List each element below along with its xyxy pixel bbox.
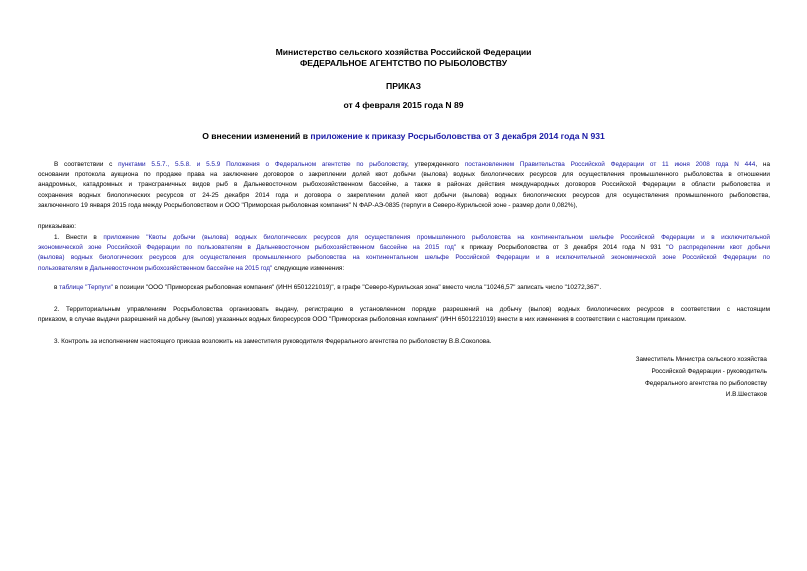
item-2-line: приказом, в случае выдачи разрешений на добычу (вылов) указанных водных биоресурсов ООО "Приморская рыболовная компания" (ИНН 6501221019) внести в них изменения в соответствии с настоящим приказом. bbox=[38, 316, 687, 324]
doc-date-number: от 4 февраля 2015 года N 89 bbox=[343, 100, 464, 110]
order-931-link[interactable]: О распределении квот добычи bbox=[668, 244, 770, 252]
item-1-line bbox=[38, 253, 770, 263]
preamble-paragraph bbox=[38, 160, 770, 211]
table-terpugi-link[interactable]: таблице "Терпуги" bbox=[59, 284, 113, 291]
preamble-line: основании протокола аукциона по продаже права на заключение договоров о закреплении долей квот добычи (вылова) водных биологических ресурсов для осуществления промышленного рыболовства в отношении bbox=[38, 171, 770, 179]
doc-title bbox=[0, 131, 807, 141]
title-link[interactable]: приложение к приказу Росрыболовства от 3 декабря 2014 года N 931 bbox=[310, 131, 605, 141]
government-decree-link[interactable]: постановлением Правительства Российской Федерации от 11 июня 2008 года N 444 bbox=[464, 161, 756, 168]
preamble-line bbox=[38, 160, 770, 170]
order-931-link[interactable]: (вылова) водных биологических ресурсов для осуществления промышленного рыболовства на континентальном шельфе Российской Федерации и в исключительной экономической зоне Российской Федерации по bbox=[38, 254, 770, 262]
item-1-text: следующие изменения: bbox=[272, 264, 345, 272]
doc-type: ПРИКАЗ bbox=[386, 81, 421, 91]
signatory-name: И.В.Шестаков bbox=[725, 391, 767, 399]
item-1-line bbox=[38, 243, 770, 253]
signature-line: Заместитель Министра сельского хозяйства bbox=[635, 356, 767, 363]
appendix-link[interactable]: приложение "Квоты добычи (вылова) водных биологических ресурсов для осуществления промышленного рыболовства на континентальном шельфе Российской Федерации и в исключительной bbox=[103, 234, 770, 241]
item-1-paragraph bbox=[38, 233, 770, 274]
item-2-line: 2. Территориальным управлениям Росрыболовства организовать выдачу, регистрацию в установленном порядке разрешений на добычу (вылов) водных биологических ресурсов в соответствии с настоящим bbox=[54, 306, 770, 313]
item-1-line bbox=[38, 233, 770, 243]
item-1-line bbox=[38, 264, 770, 274]
change-line bbox=[54, 283, 601, 293]
change-text: в позиции "ООО "Приморская рыболовная компания" (ИНН 6501221019)", в графе "Северо-Курильская зона" вместо числа "10246,57" записать число "10272,367". bbox=[112, 284, 602, 291]
signature-block bbox=[547, 354, 767, 401]
item-2-paragraph bbox=[38, 305, 770, 325]
change-text: в bbox=[54, 284, 60, 291]
preamble-line: заключенного 19 января 2015 года между Росрыболовством и ООО "Приморская рыболовная компания" N ФАР-АЭ-0835 (терпуги в Северо-Курильской зоне - размер доли 0,082%), bbox=[38, 201, 578, 209]
preamble-text: , утвержденного bbox=[407, 161, 465, 168]
preamble-line: сохранения водных биологических ресурсов от 24-25 декабря 2014 года и договора о закреплении долей квот добычи (вылова) водных биологических ресурсов для осуществления промышленного рыболовства, bbox=[38, 191, 770, 199]
signature-line: Федерального агентства по рыболовству bbox=[644, 379, 767, 387]
title-prefix: О внесении изменений в bbox=[202, 131, 311, 141]
preamble-text: В соответствии с bbox=[54, 161, 119, 168]
item-1-text: к приказу Росрыболовства от 3 декабря 2014 года N 931 " bbox=[456, 244, 669, 252]
agency-name: ФЕДЕРАЛЬНОЕ АГЕНТСТВО ПО РЫБОЛОВСТВУ bbox=[299, 58, 508, 68]
preamble-line: анадромных, катадромных и трансграничных видов рыб в Дальневосточном рыбохозяйственном бассейне, а также в районах действия международных договоров Российской Федерации в области рыболовства и bbox=[38, 181, 770, 189]
preamble-text: , на bbox=[755, 161, 771, 168]
order-word: приказываю: bbox=[38, 223, 76, 230]
signature-line: Российской Федерации - руководитель bbox=[651, 367, 767, 375]
ministry-name: Министерство сельского хозяйства Российской Федерации bbox=[275, 47, 532, 57]
order-931-link[interactable]: пользователям в Дальневосточном рыбохозяйственном бассейне на 2015 год" bbox=[38, 264, 273, 272]
item-3: 3. Контроль за исполнением настоящего приказа возложить на заместителя руководителя Федерального агентства по рыболовству В.В.Соколова. bbox=[54, 338, 492, 345]
regulation-link[interactable]: пунктами 5.5.7., 5.5.8. и 5.5.9 Положения о Федеральном агентстве по рыболовству bbox=[118, 161, 407, 168]
appendix-link[interactable]: экономической зоне Российской Федерации по пользователям в Дальневосточном рыбохозяйственном бассейне на 2015 год" bbox=[38, 244, 457, 252]
item-1-text: 1. Внести в bbox=[54, 234, 104, 241]
